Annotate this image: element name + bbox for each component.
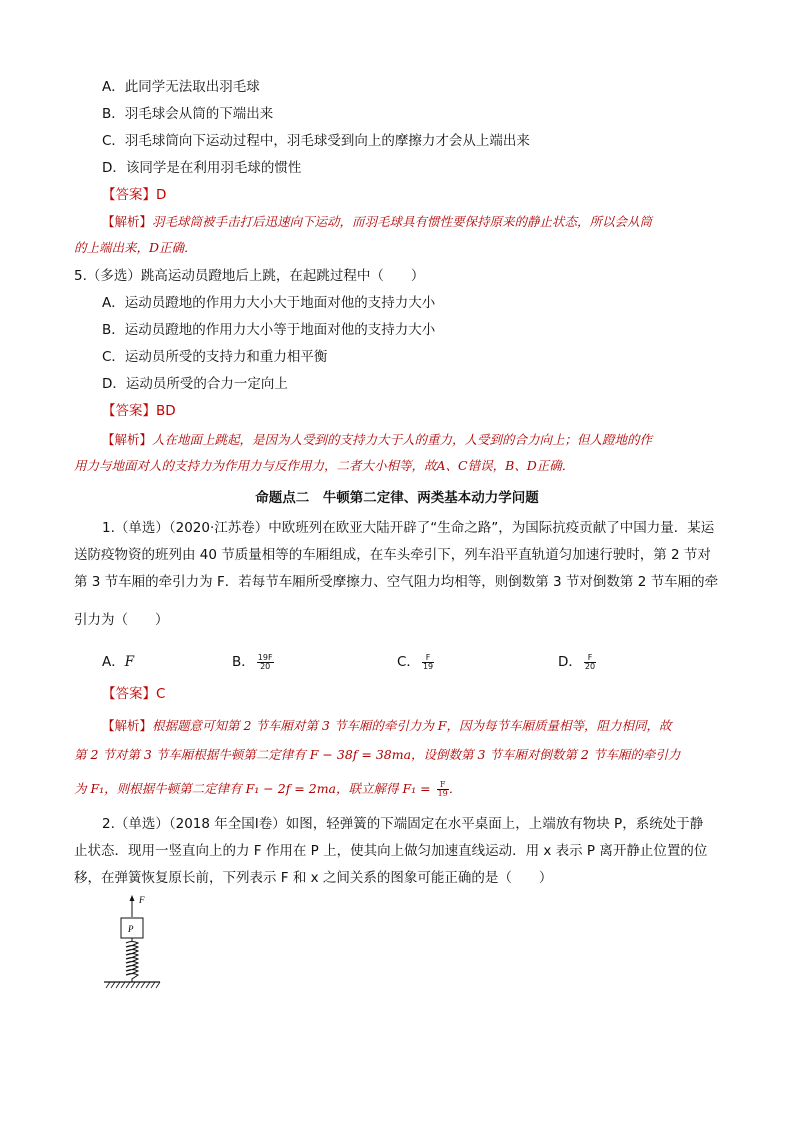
p2-stem-line-1: 2.（单选）（2018 年全国Ⅰ卷）如图，轻弹簧的下端固定在水平桌面上，上端放有物块 P，系统处于静 [102,816,704,832]
answer-value: D [156,187,167,203]
p1-stem-line-3: 第 3 节车厢的牵引力为 F．若每节车厢所受摩擦力、空气阻力均相等，则倒数第 3 节对倒数第 2 节车厢的牵 [74,574,719,590]
q4-explanation-line-2: 的上端出来，D正确． [74,240,197,255]
p1-choice-a [102,650,134,670]
explanation-text: 根据题意可知第 2 节车厢对第 3 节车厢的牵引力为 F，因为每节车厢质量相等，阻力相同，故 [152,718,672,733]
fraction [422,654,434,671]
p1-explanation-line-2: 第 2 节对第 3 节车厢根据牛顿第二定律有 F − 38f = 38ma，设倒数第 3 节车厢对倒数第 2 节车厢的牵引力 [74,747,681,762]
p1-stem-line-2: 送防疫物资的班列由 40 节质量相等的车厢组成，在车头牵引下，列车沿平直轨道匀加速行驶时，第 2 节对 [74,547,711,563]
choice-label: B． [232,654,255,670]
fraction [257,654,274,671]
fraction [437,781,449,798]
p1-stem-line-4: 引力为（ ） [74,612,169,628]
p1-choice-d [558,650,596,671]
p1-answer [102,684,165,704]
answer-value: BD [156,403,176,419]
q5-option-b: B．运动员蹬地的作用力大小等于地面对他的支持力大小 [102,322,436,338]
explanation-tag: 【解析】 [102,718,153,733]
answer-tag: 【答案】 [102,686,156,702]
fraction-numerator: F [584,654,596,663]
q5-option-d: D．运动员所受的合力一定向上 [102,376,288,392]
force-label: F [139,895,145,905]
explanation-text: ． [448,781,462,796]
choice-label: C． [397,654,420,670]
q4-option-c: C．羽毛球筒向下运动过程中，羽毛球受到向上的摩擦力才会从上端出来 [102,133,530,149]
block-label: P [128,924,134,934]
q5-answer [102,401,176,421]
fraction-denominator: 19 [422,661,434,671]
fraction-denominator: 20 [584,661,596,671]
fraction-denominator: 19 [437,789,448,798]
explanation-text: 人在地面上跳起，是因为人受到的支持力大于人的重力，人受到的合力向上；但人蹬地的作 [152,432,653,447]
explanation-tag: 【解析】 [102,432,153,447]
choice-value: F [124,654,135,670]
spring-block-figure [100,893,170,989]
answer-value: C [156,686,166,702]
explanation-tag: 【解析】 [102,214,153,229]
q4-option-b: B．羽毛球会从筒的下端出来 [102,106,274,122]
q4-option-d: D．该同学是在利用羽毛球的惯性 [102,160,302,176]
fraction-numerator: 19F [257,652,273,662]
q5-option-a: A．运动员蹬地的作用力大小大于地面对他的支持力大小 [102,295,436,311]
p2-stem-line-3: 移，在弹簧恢复原长前，下列表示 F 和 x 之间关系的图象可能正确的是（ ） [74,870,553,886]
p1-stem-line-1: 1.（单选）（2020·江苏卷）中欧班列在欧亚大陆开辟了“生命之路”，为国际抗疫贡献了中国力量．某运 [102,520,715,536]
p1-choice-b [232,650,274,671]
q4-option-a: A．此同学无法取出羽毛球 [102,79,260,95]
p1-explanation-line-3 [74,779,461,799]
p2-stem-line-2: 止状态．现用一竖直向上的力 F 作用在 P 上，使其向上做匀加速直线运动．用 x 表示 P 离开静止位置的位 [74,843,708,859]
fraction-denominator: 20 [260,661,271,671]
fraction-numerator: F [437,781,449,790]
p1-explanation-line-1 [102,716,671,736]
answer-tag: 【答案】 [102,187,156,203]
spring-icon [126,938,138,982]
answer-tag: 【答案】 [102,403,156,419]
q4-answer [102,185,166,205]
fraction [584,654,596,671]
q5-explanation-line-2: 用力与地面对人的支持力为作用力与反作用力，二者大小相等，故A、C错误，B、D正确． [74,458,575,473]
explanation-text: 羽毛球筒被手击打后迅速向下运动，而羽毛球具有惯性要保持原来的静止状态，所以会从筒 [152,214,653,229]
ground-hatch [106,982,160,988]
fraction-numerator: F [422,654,434,663]
p1-choice-c [397,650,434,671]
q4-explanation-line-1 [102,212,652,232]
choice-label: A． [102,654,125,670]
section-heading: 命题点二 牛顿第二定律、两类基本动力学问题 [255,490,539,506]
arrow-head-icon [130,895,135,901]
explanation-text: 为 F₁，则根据牛顿第二定律有 F₁ − 2f = 2ma，联立解得 F₁ = [74,781,435,796]
q5-option-c: C．运动员所受的支持力和重力相平衡 [102,349,328,365]
q5-stem: 5.（多选）跳高运动员蹬地后上跳，在起跳过程中（ ） [74,268,425,284]
q5-explanation-line-1 [102,430,652,450]
choice-label: D． [558,654,582,670]
